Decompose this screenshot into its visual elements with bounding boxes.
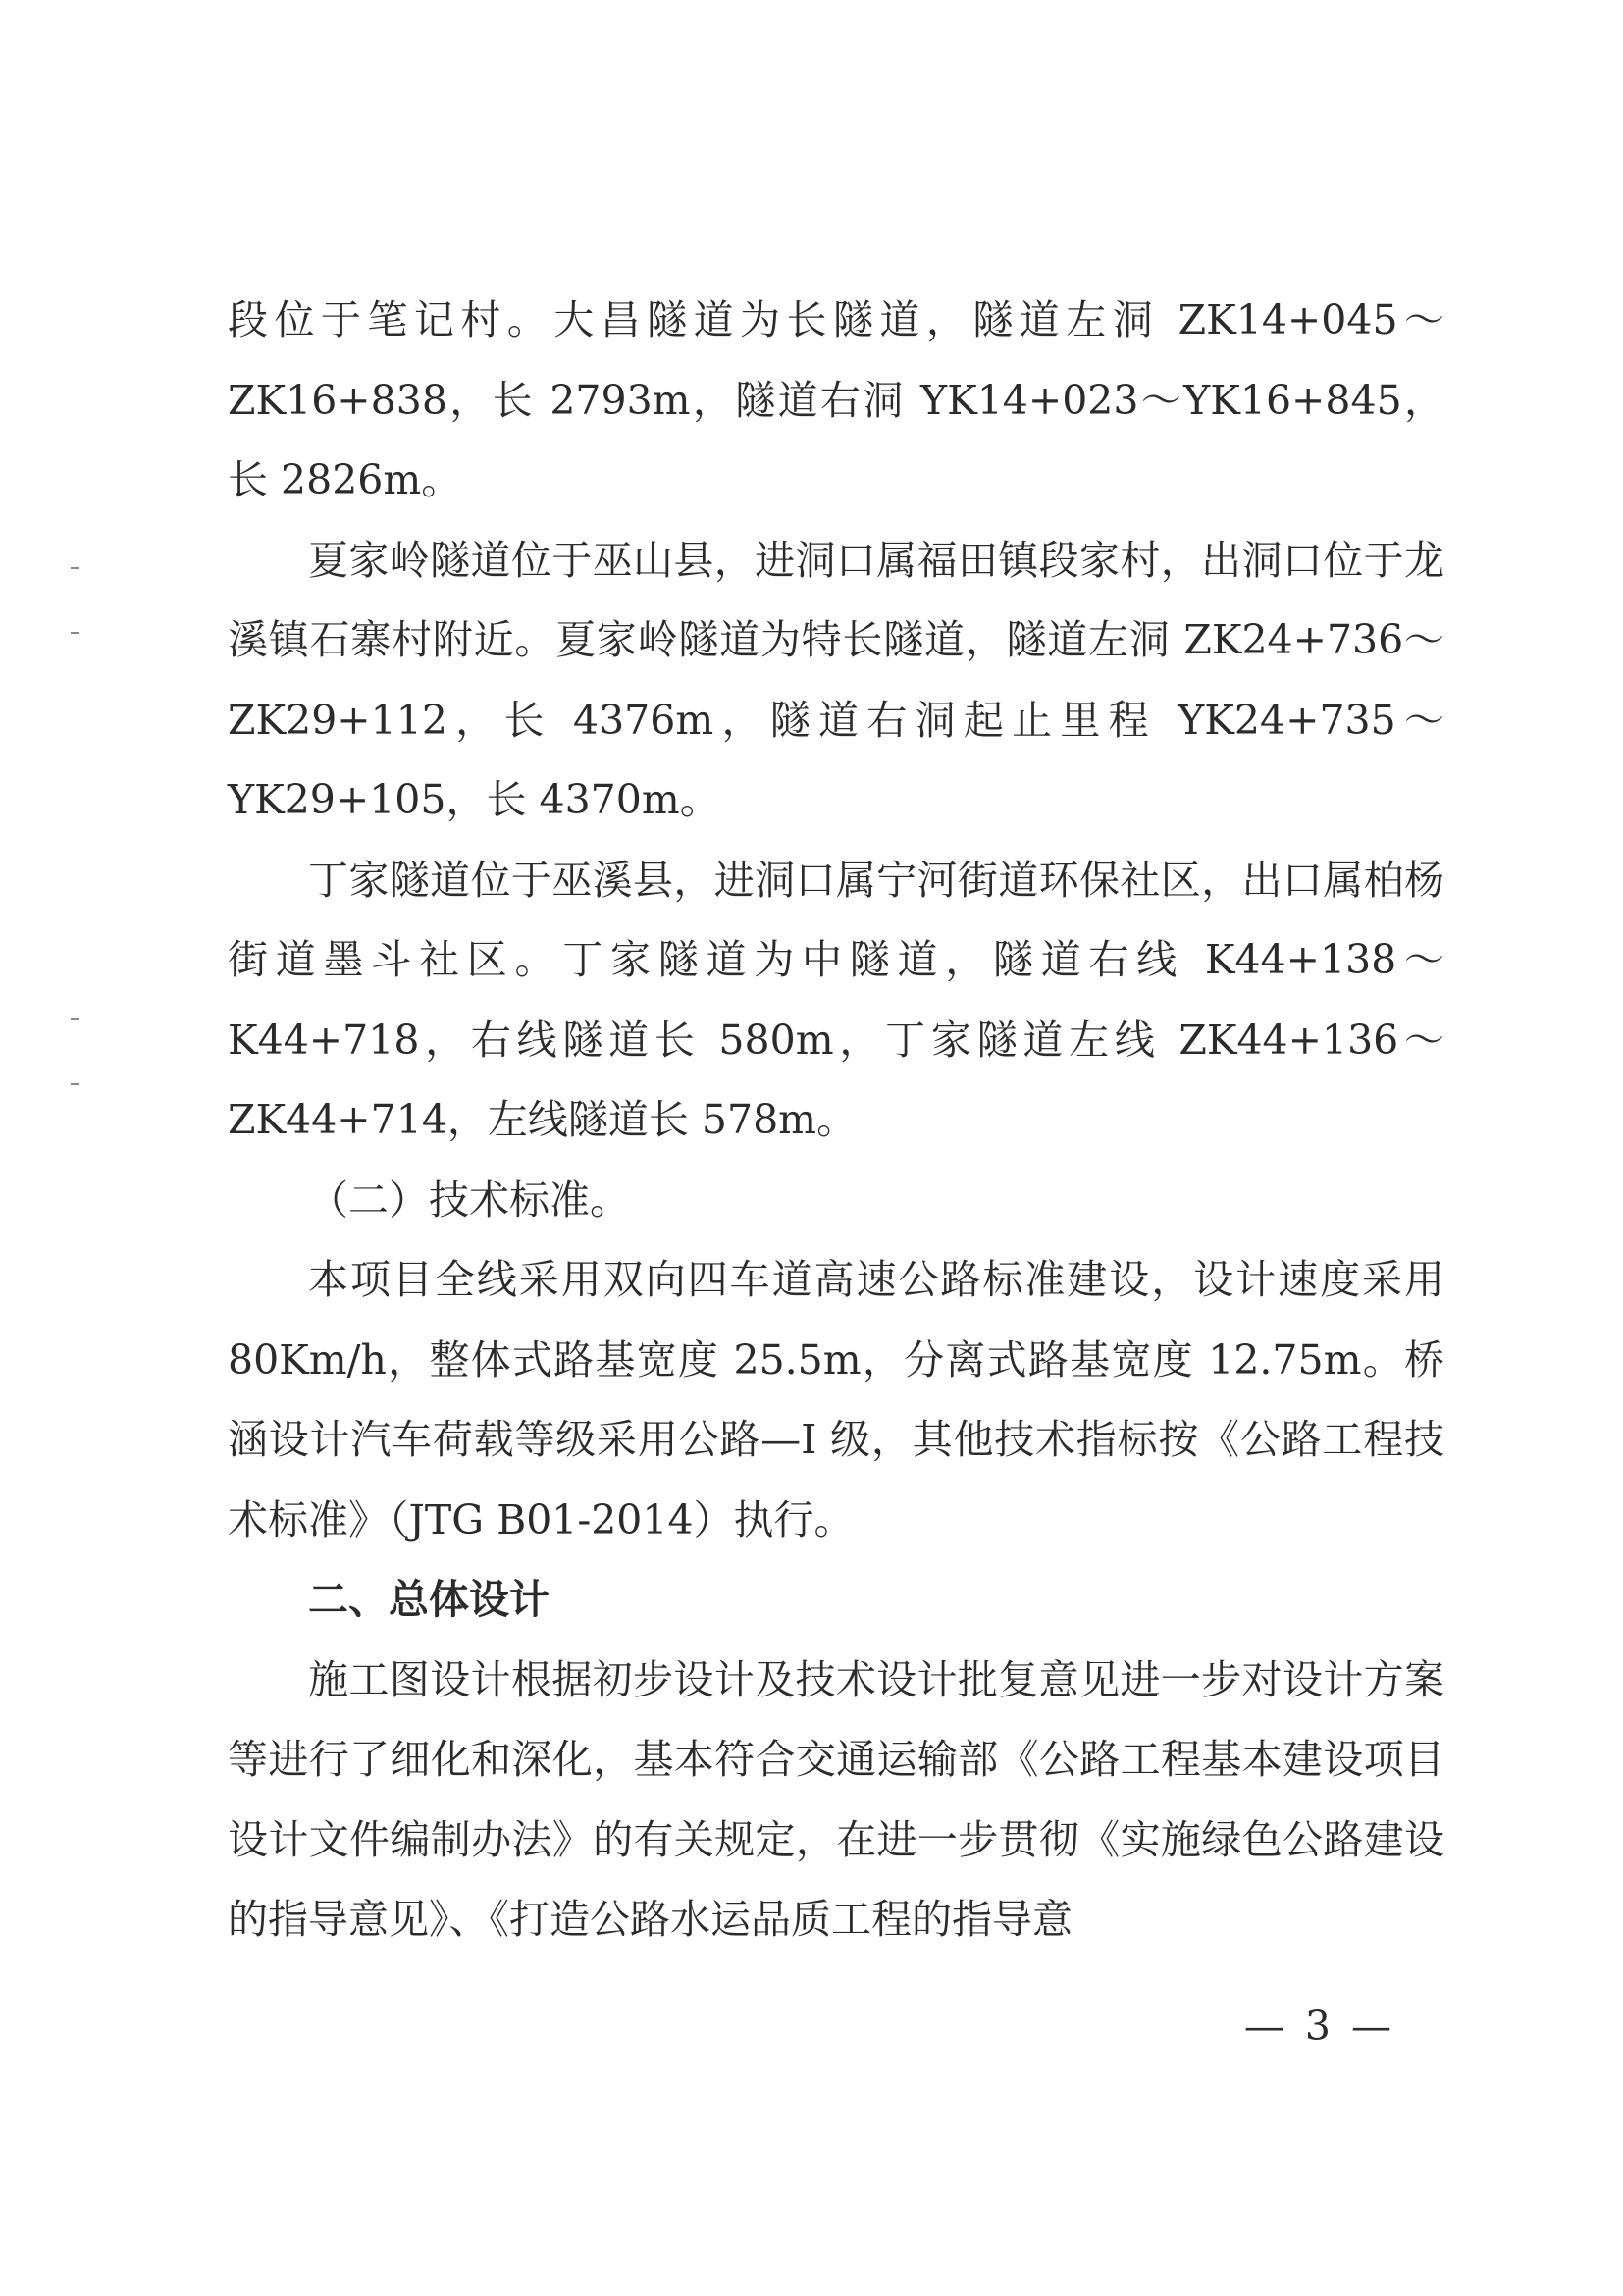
binding-mark [71,632,79,634]
binding-mark [71,567,79,569]
paragraph-xiajialing-tunnel: 夏家岭隧道位于巫山县，进洞口属福田镇段家村，出洞口位于龙溪镇石寨村附近。夏家岭隧道为特长隧道，隧道左洞 ZK24+736～ZK29+112，长 4376m，隧道右洞起止里程 YK24+735～YK29+105，长 4370m。 [228,536,1444,823]
paragraph-dachang-tunnel: 段位于笔记村。大昌隧道为长隧道，隧道左洞 ZK14+045～ZK16+838，长 2793m，隧道右洞 YK14+023～YK16+845，长 2826m。 [228,296,1444,503]
paragraph-dingjia-tunnel: 丁家隧道位于巫溪县，进洞口属宁河街道环保社区，出口属柏杨街道墨斗社区。丁家隧道为中隧道，隧道右线 K44+138～K44+718，右线隧道长 580m，丁家隧道左线 ZK44+136～ZK44+714，左线隧道长 578m。 [228,856,1444,1143]
binding-mark [71,1018,79,1020]
binding-mark [71,1083,79,1085]
section-heading-technical-standards: （二）技术标准。 [308,1175,630,1224]
paragraph-technical-standards: 本项目全线采用双向四车道高速公路标准建设，设计速度采用 80Km/h，整体式路基宽度 25.5m，分离式路基宽度 12.75m。桥涵设计汽车荷载等级采用公路—I 级，其他技术指标按《公路工程技术标准》（JTG B01-2014）执行。 [228,1256,1444,1543]
page-number: — 3 — [1243,2003,1395,2050]
paragraph-overall-design: 施工图设计根据初步设计及技术设计批复意见进一步对设计方案等进行了细化和深化，基本符合交通运输部《公路工程基本建设项目设计文件编制办法》的有关规定，在进一步贯彻《实施绿色公路建设的指导意见》、《打造公路水运品质工程的指导意 [228,1655,1444,1943]
section-heading-overall-design: 二、总体设计 [308,1576,550,1623]
body-text [228,281,1444,1960]
